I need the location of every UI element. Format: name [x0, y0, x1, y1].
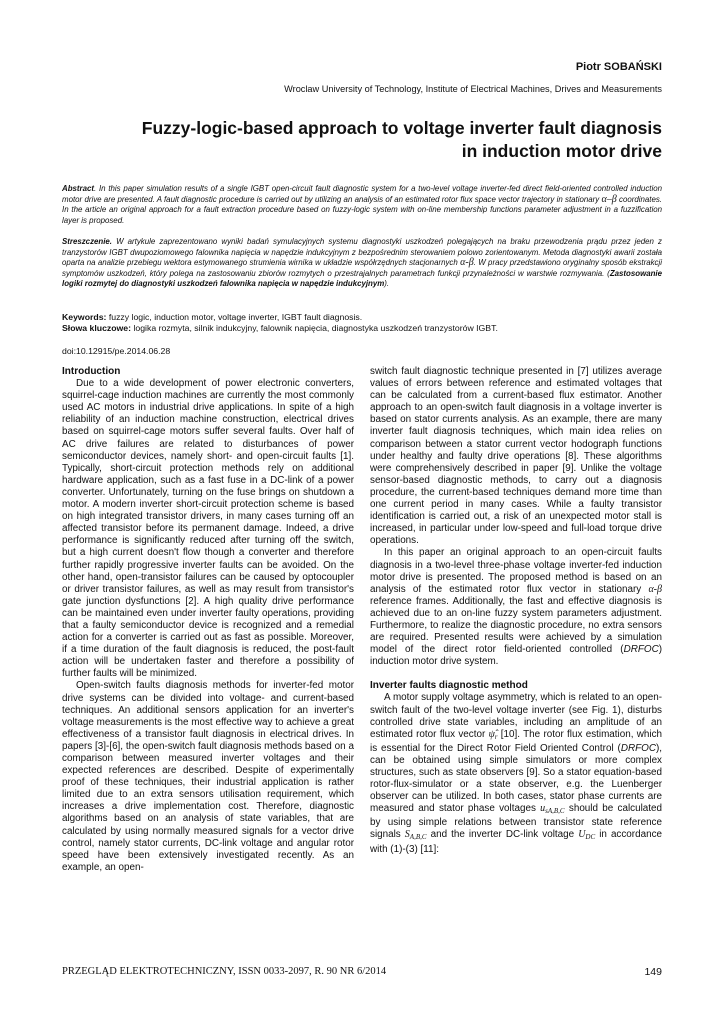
abstract-text-cont: coordinates. In the article an original approach for a fault extraction procedure based on fuzzy-logic system with on-line membership functions parameter adjustment in a fuzzification layer is proposed.	[62, 194, 662, 225]
introduction-heading: Introduction	[62, 366, 121, 377]
u-subscript: sA,B,C	[545, 807, 565, 816]
udc-symbol: U	[578, 829, 586, 841]
paper-title	[22, 117, 662, 163]
streszczenie-end: ).	[384, 279, 390, 288]
intro-p4-math: α-β	[648, 583, 662, 595]
keywords-polish	[62, 323, 498, 333]
intro-p4-text-cont: reference frames. Additionally, the fast and effective diagnosis is achieved due to an on-line fuzzy system parameters adjustment. Furthermore, to realize the diagnostic procedure, no extra sensors are required. Presented results were achieved by a simulation model of the direct rotor field-oriented controlled (	[370, 595, 662, 656]
s-symbol: S	[404, 829, 410, 841]
method-text-3: ), can be obtained using simple simulators or more complex structures, such as state observers [9]. So a stator equation-based rotor-flux-simulator or a state observer, e.g. the Luenberger observer can be utilized. In both cases, stator phase currents are measured and stator phase voltages	[370, 742, 662, 815]
abstract-polish	[62, 237, 662, 290]
psi-subscript: r	[494, 732, 498, 741]
streszczenie-text-cont: . W pracy przedstawiono oryginalny sposób ekstrakcji symptomów uszkodzeń, który polega na zastosowaniu zbiorów rozmytych o przestrajalnych parametrach funkcji przynależności w warstwie rozmywania. (	[62, 258, 662, 278]
abstract-english	[62, 184, 662, 226]
udc-subscript: DC	[585, 833, 596, 842]
doi: doi:10.12915/pe.2014.06.28	[62, 346, 171, 356]
intro-paragraph-3: switch fault diagnostic technique presented in [7] utilizes average values of errors between reference and estimated voltages that can be calculated from a current-based flux estimator. Another approach to an open-switch fault diagnosis in a voltage inverter is based on stator currents analysis. As an example, there are many inverter fault diagnosis techniques, which main idea relies on comparison between a stator current vector hodograph functions under healthy and faulty drive operations [8]. These algorithms were comprehensively described in paper [9]. Unlike the voltage sensor-based diagnostic methods, to carry out a diagnosis procedure, the current-based techniques demand more time than one current period in many cases. While a faulty transistor identification is carried out, a risk of an unexpected motor stall is increased, in particular under low-speed and full-load torque drive operations.	[370, 366, 662, 547]
keywords-text: fuzzy logic, induction motor, voltage inverter, IGBT fault diagnosis.	[106, 312, 363, 322]
streszczenie-label: Streszczenie.	[62, 237, 112, 246]
page-number: 149	[644, 966, 662, 978]
voltage-symbol	[540, 803, 564, 814]
intro-p4-end: ) induction motor drive system.	[370, 644, 662, 668]
dc-voltage-symbol	[578, 829, 595, 840]
method-text-6: in accordance with (1)-(3) [11]:	[370, 829, 662, 855]
streszczenie-text: W artykule zaprezentowano wyniki badań symulacyjnych systemu diagnostyki uszkodzeń polegających na braku przewodzenia prądu przez jeden z tranzystorów IGBT dwupoziomowego falownika napięcia w napędzie indukcyjnym z bezpośrednim sterowaniem polowo zorientowanym. Metoda diagnostyki awarii została oparta na analizie przebiegu wektora estymowanego strumienia wirnika w układzie współrzędnych stacjonarnych	[62, 237, 662, 267]
polish-title: Zastosowanie logiki rozmytej do diagnostyki uszkodzeń falownika napięcia w napędzie indukcyjnym	[62, 268, 662, 288]
method-text-2: [10]. The rotor flux estimation, which is essential for the Direct Rotor Field Oriented Control (	[370, 728, 662, 754]
method-text-1: A motor supply voltage asymmetry, which is related to an open-switch fault of the two-level voltage inverter (see Fig. 1), disturbs controlled drive state variables, including an amplitude of an estimated rotor flux vector	[370, 692, 662, 740]
journal-footer: PRZEGLĄD ELEKTROTECHNICZNY, ISSN 0033-2097, R. 90 NR 6/2014	[62, 966, 387, 977]
intro-paragraph-1: Due to a wide development of power electronic converters, squirrel-cage induction machines are currently the most commonly used AC motors in industrial drive applications. In spite of a high reliability of an induction machine construction, electrical drives based on squirrel-cage motors suffer several faults. Over half of AC drive failures are related to disturbances of power semiconductor devices, namely short- and open-circuit faults [1]. Typically, short-circuit protection methods rely on additional hardware application, such as a fast fuse in a DC-link of a power converter. Unfortunately, turning on the fuse brings on shutdown a motor. A modern inverter short-circuit protection scheme is based on high integrated transistor drivers, in many cases turning off an affected transistor before its permanent damage. Indeed, a drive performance is significantly reduced after turning off the switch, but a high current doesn't flow though a converter and therefore further rapidly progressive inverter faults can be avoided. On the other hand, open-transistor failures can be caused by optocoupler or driver transistor failures, as well as may result from transistor's gate junction dysfunctions [2]. A high quality drive performance can be maintained even under inverter faulty operations, providing that a faulty semiconductor device is recognized and a remedial action for a converter is carried out as fast as possible. Moreover, if a time duration of the fault diagnosis is reduced, the post-fault action will be undertaken faster and therefore a possibility of further faults will be minimized.	[62, 378, 354, 680]
intro-paragraph-2: Open-switch faults diagnosis methods for inverter-fed motor drive systems can be divided into voltage- and current-based techniques. An additional sensors application for an inverter's voltage measurements is the most effective way to achieve a great effectiveness of a transistor fault diagnosis in electrical drives. In papers [3]-[6], the open-switch fault diagnosis methods based on a comparison between measured inverter voltages and their expected references are described. Despite of experimentally proof of these techniques, their industrial application is rather limited due to an extra sensors utilisation requirement, which increases a drive implementation cost. Therefore, diagnostic algorithms based on an analysis of state variables, that are calculated by using normally measured signals for a vector drive control, namely stator currents, DC-link voltage and angular rotor speed have been extensively investigated recently. As an example, an open-	[62, 680, 354, 873]
author-name: Piotr SOBAŃSKI	[575, 61, 662, 73]
switch-signal-symbol	[405, 829, 427, 840]
keywords-label: Keywords:	[62, 312, 107, 322]
method-text-5: and the inverter DC-link voltage	[426, 829, 579, 841]
keywords-polish-text: logika rozmyta, silnik indukcyjny, falownik napięcia, diagnostyka uszkodzeń tranzystorów IGBT.	[131, 323, 498, 333]
intro-p4-text: In this paper an original approach to an open-circuit faults diagnosis in a two-level three-phase voltage inverter-fed induction motor drive is presented. The proposed method is based on an analysis of the estimated rotor flux vector in stationary	[370, 547, 662, 595]
fault-method-heading: Inverter faults diagnostic method	[370, 680, 528, 692]
intro-paragraph-4	[370, 547, 662, 668]
abstract-math: α–β	[601, 193, 617, 205]
method-paragraph-1	[370, 692, 662, 855]
intro-p4-drfoc: DRFOC	[623, 644, 659, 656]
title-line-1: Fuzzy-logic-based approach to voltage inverter fault diagnosis	[141, 118, 662, 138]
title-line-2: in induction motor drive	[461, 141, 662, 161]
right-column	[370, 366, 662, 856]
streszczenie-math: α-β	[460, 257, 474, 268]
keywords	[62, 312, 362, 322]
psi-symbol: ψ̂	[488, 728, 495, 740]
left-column	[62, 366, 354, 874]
method-text-4: should be calculated by using simple relations between transistor state reference signals	[370, 803, 662, 841]
author-affiliation: Wroclaw University of Technology, Institute of Electrical Machines, Drives and Measurements	[284, 84, 662, 94]
method-drfoc: DRFOC	[620, 742, 656, 754]
abstract-label: Abstract	[62, 184, 95, 193]
abstract-text: . In this paper simulation results of a single IGBT open-circuit fault diagnostic system for a two-level voltage inverter-fed direct field-oriented controlled induction motor drive are presented. A fault diagnostic procedure is carried out by utilizing an analysis of an estimated rotor flux space vector trajectory in stationary	[62, 184, 662, 204]
keywords-polish-label: Słowa kluczowe:	[62, 323, 132, 333]
rotor-flux-symbol	[489, 729, 498, 740]
s-subscript: A,B,C	[409, 833, 427, 842]
u-symbol: u	[540, 803, 546, 815]
